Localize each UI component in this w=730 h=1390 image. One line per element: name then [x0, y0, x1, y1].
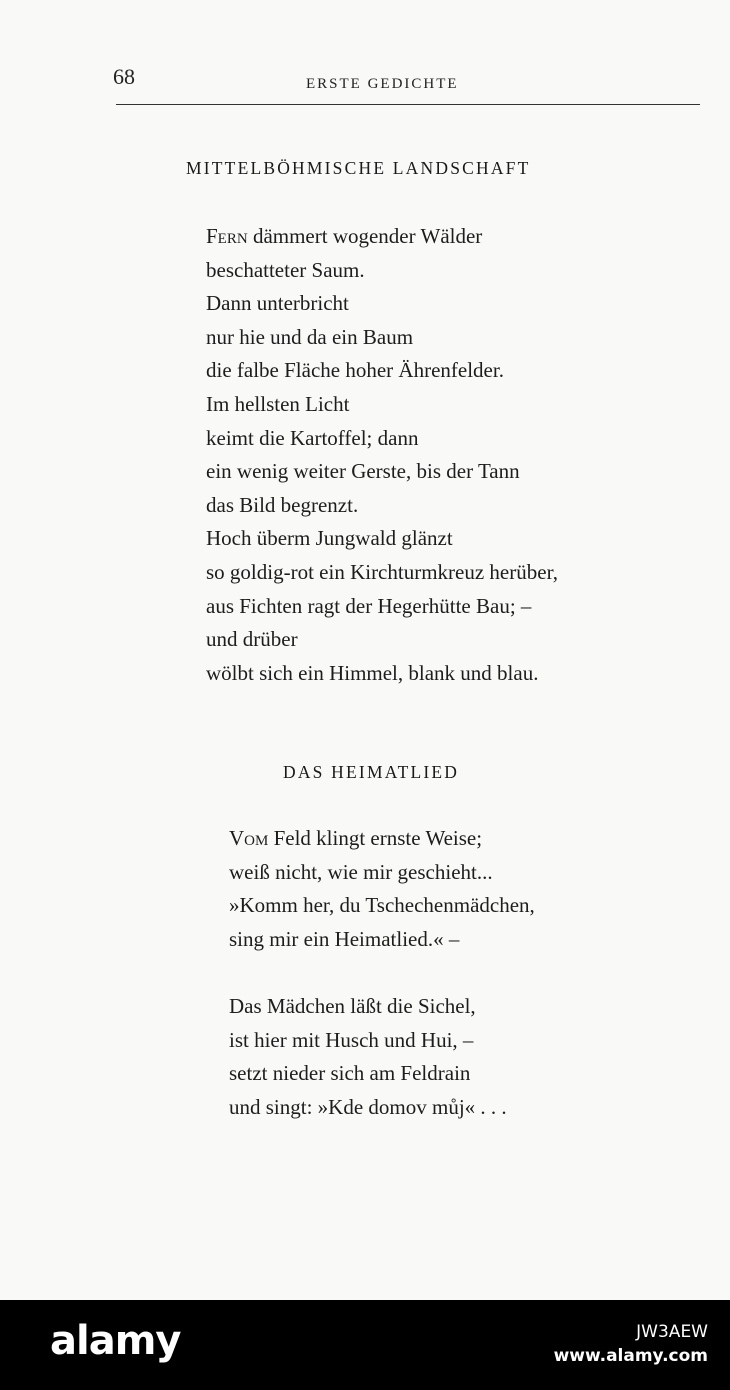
header-rule [116, 104, 700, 105]
poem-line: beschatteter Saum. [206, 257, 365, 282]
stanza-break [229, 956, 535, 990]
poem-line: Das Mädchen läßt die Sichel, [229, 993, 476, 1018]
page-number: 68 [113, 64, 135, 89]
watermark-url: www.alamy.com [553, 1346, 708, 1366]
poem-line: nur hie und da ein Baum [206, 324, 414, 349]
running-head: ERSTE GEDICHTE [306, 76, 459, 92]
poem-title-mittelboehmische-landschaft: MITTELBÖHMISCHE LANDSCHAFT [186, 158, 531, 178]
poem-line: so goldig-rot ein Kirchturmkreuz herüber, [206, 559, 558, 584]
poem-mittelboehmische-landschaft [206, 220, 558, 690]
poem-line: ein wenig weiter Gerste, bis der Tann [206, 459, 520, 484]
poem-line: aus Fichten ragt der Hegerhütte Bau; – [206, 593, 532, 618]
poem-line: Im hellsten Licht [206, 391, 350, 416]
poem-line: setzt nieder sich am Feldrain [229, 1061, 471, 1086]
poem-line: sing mir ein Heimatlied.« – [229, 926, 460, 951]
poem-line: Hoch überm Jungwald glänzt [206, 526, 453, 551]
poem-line: weiß nicht, wie mir geschieht... [229, 859, 493, 884]
image-id: JW3AEW [636, 1322, 708, 1342]
poem-line: das Bild begrenzt. [206, 492, 359, 517]
poem-line: Dann unterbricht [206, 291, 349, 316]
poem-line [206, 220, 558, 254]
poem-line-text: dämmert wogender Wälder [247, 224, 483, 248]
poem-line: wölbt sich ein Himmel, blank und blau. [206, 660, 539, 685]
alamy-logo: alamy [50, 1318, 181, 1364]
poem-line: keimt die Kartoffel; dann [206, 425, 419, 450]
poem-line [229, 822, 535, 856]
lead-word: Fern [206, 224, 248, 248]
poem-title-das-heimatlied: DAS HEIMATLIED [283, 762, 460, 782]
poem-line: die falbe Fläche hoher Ährenfelder. [206, 358, 504, 383]
poem-line: und singt: »Kde domov můj« . . . [229, 1094, 507, 1119]
lead-word: Vom [229, 826, 269, 850]
poem-das-heimatlied [229, 822, 535, 1124]
poem-line: »Komm her, du Tschechenmädchen, [229, 893, 535, 918]
poem-line-text: Feld klingt ernste Weise; [268, 826, 483, 850]
poem-line: und drüber [206, 627, 298, 652]
poem-line: ist hier mit Husch und Hui, – [229, 1027, 474, 1052]
